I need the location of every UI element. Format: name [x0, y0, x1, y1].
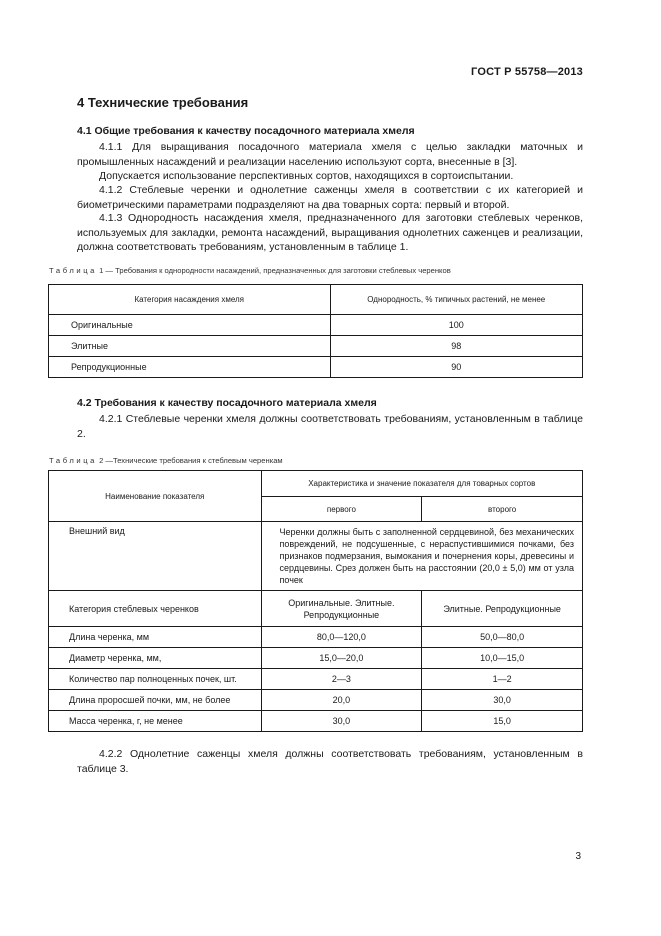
table1-header-row — [49, 285, 583, 315]
table2-caption — [49, 456, 283, 465]
table2-category-name: Категория стеблевых черенков — [49, 591, 262, 627]
table-2 — [48, 470, 583, 732]
table-row — [49, 627, 583, 648]
table1-header-uniformity: Однородность, % типичных растений, не менее — [330, 285, 583, 315]
table2-header-first: первого — [261, 497, 422, 522]
table2-row-second: 1—2 — [422, 669, 583, 690]
table1-header-category: Категория насаждения хмеля — [49, 285, 331, 315]
table1-caption-text: 1 — Требования к однородности насаждений, предназначенных для заготовки стеблевых черенков — [96, 266, 451, 275]
table1-caption — [49, 266, 451, 275]
table2-header-name: Наименование показателя — [49, 471, 262, 522]
paragraph-4-1-1 — [77, 140, 583, 169]
table2-appearance-desc: Черенки должны быть с заполненной сердцевиной, без механических повреждений, не подсушенные, с нераспустившимися почками, без признаков подмерзания, вымокания и почернения коры, древесины и сердцевины. Срез должен быть на расстоянии (20,0 ± 5,0) мм от узла почек — [261, 522, 582, 591]
subsection-4-1-title: 4.1 Общие требования к качеству посадочного материала хмеля — [77, 125, 415, 137]
table2-category-second: Элитные. Репродукционные — [422, 591, 583, 627]
paragraph-4-1-3 — [77, 211, 583, 255]
table2-row-second: 10,0—15,0 — [422, 648, 583, 669]
table-row — [49, 648, 583, 669]
table2-header-row — [49, 471, 583, 497]
table-row — [49, 315, 583, 336]
table2-category-first: Оригинальные. Элитные. Репродукционные — [261, 591, 422, 627]
paragraph-4-2-2-text: 4.2.2 Однолетние саженцы хмеля должны соответствовать требованиям, установленным в таблице 3. — [77, 748, 583, 775]
table1-row-value: 98 — [330, 336, 583, 357]
table2-row-first: 80,0—120,0 — [261, 627, 422, 648]
table2-row-name: Диаметр черенка, мм, — [49, 648, 262, 669]
table-row — [49, 669, 583, 690]
section-title: 4 Технические требования — [77, 95, 249, 110]
paragraph-4-1-1-text: 4.1.1 Для выращивания посадочного материала хмеля с целью закладки маточных и промышленных насаждений и реализации населению используют сорта, внесенные в [3]. — [77, 141, 583, 168]
paragraph-4-2-2 — [77, 747, 583, 776]
paragraph-4-1-1-note-text: Допускается использование перспективных сортов, находящихся в сортоиспытании. — [99, 170, 514, 182]
table1-row-name: Элитные — [49, 336, 331, 357]
paragraph-4-1-1-note — [77, 169, 583, 184]
table2-header-second: второго — [422, 497, 583, 522]
table2-row-name: Длина черенка, мм — [49, 627, 262, 648]
table2-row-name: Количество пар полноценных почек, шт. — [49, 669, 262, 690]
table2-row-name: Длина проросшей почки, мм, не более — [49, 690, 262, 711]
table-row — [49, 690, 583, 711]
table2-appearance-name: Внешний вид — [49, 522, 262, 591]
table-row — [49, 591, 583, 627]
paragraph-4-2-1 — [77, 412, 583, 441]
subsection-4-2-title: 4.2 Требования к качеству посадочного материала хмеля — [77, 397, 377, 409]
table1-row-value: 100 — [330, 315, 583, 336]
table2-caption-text: 2 —Технические требования к стеблевым черенкам — [96, 456, 283, 465]
paragraph-4-2-1-text: 4.2.1 Стеблевые черенки хмеля должны соответствовать требованиям, установленным в таблице 2. — [77, 413, 583, 440]
table-row — [49, 357, 583, 378]
table1-row-name: Оригинальные — [49, 315, 331, 336]
paragraph-4-1-3-text: 4.1.3 Однородность насаждения хмеля, предназначенного для заготовки стеблевых черенков, используемых для закладки, ремонта насаждений, выращивания однолетних саженцев и реализации, должна соответствовать требованиям, установленным в таблице 1. — [77, 212, 583, 253]
paragraph-4-1-2 — [77, 183, 583, 212]
table1-row-value: 90 — [330, 357, 583, 378]
table2-row-second: 30,0 — [422, 690, 583, 711]
standard-code: ГОСТ Р 55758—2013 — [471, 66, 583, 78]
table2-row-second: 50,0—80,0 — [422, 627, 583, 648]
table2-row-second: 15,0 — [422, 711, 583, 732]
table-1 — [48, 284, 583, 378]
table-row — [49, 336, 583, 357]
table-row — [49, 711, 583, 732]
table2-row-name: Масса черенка, г, не менее — [49, 711, 262, 732]
table2-row-first: 15,0—20,0 — [261, 648, 422, 669]
paragraph-4-1-2-text: 4.1.2 Стеблевые черенки и однолетние саженцы хмеля в соответствии с их категорией и биометрическими параметрами подразделяют на два товарных сорта: первый и второй. — [77, 184, 583, 211]
table2-row-first: 20,0 — [261, 690, 422, 711]
table2-caption-label: Таблица — [49, 456, 97, 465]
page-number: 3 — [575, 851, 581, 862]
table2-row-first: 30,0 — [261, 711, 422, 732]
table1-row-name: Репродукционные — [49, 357, 331, 378]
table2-header-group: Характеристика и значение показателя для товарных сортов — [261, 471, 582, 497]
table1-caption-label: Таблица — [49, 266, 97, 275]
table-row — [49, 522, 583, 591]
table2-row-first: 2—3 — [261, 669, 422, 690]
